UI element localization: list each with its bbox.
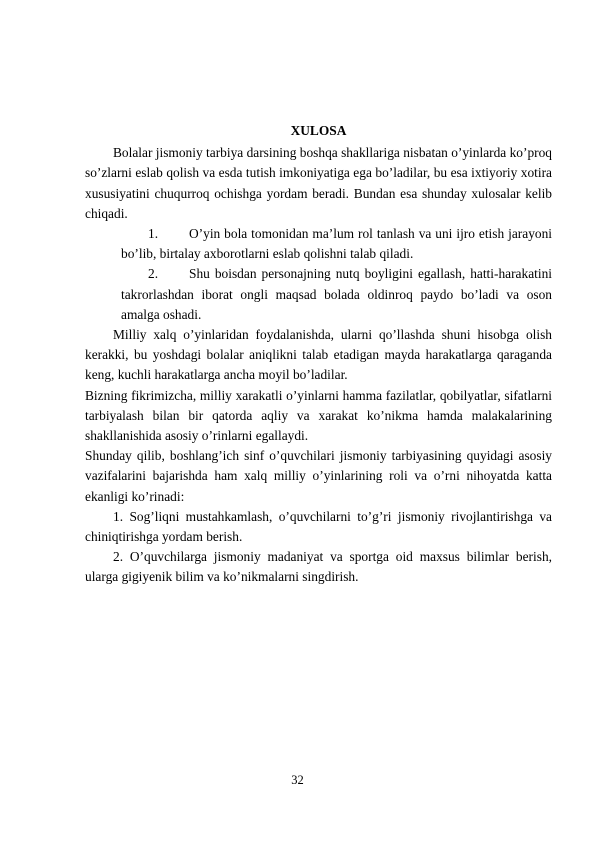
list-item: [121, 224, 552, 264]
document-title: XULOSA: [290, 123, 347, 138]
task-item: 2. O’quvchilarga jismoniy madaniyat va sportga oid maxsus bilimlar berish, ularga gigiyenik bilim va ko’nikmalarni singdirish.: [85, 549, 552, 585]
document-body: [85, 121, 552, 588]
list-item-text: Shu boisdan personajning nutq boyligini egallash, hatti-harakatini takrorlashdan iborat ongli maqsad bolada oldinroq paydo bo’ladi va oson amalga oshadi.: [121, 266, 552, 322]
body-paragraph: Milliy xalq o’yinlaridan foydalanishda, ularni qo’llashda shuni hisobga olish kerakki, bu yoshdagi bolalar aniqlikni talab etadigan mayda harakatlarga qaraganda keng, kuchli harakatlarga ancha moyil bo’ladilar.: [85, 327, 552, 383]
list-item: [121, 264, 552, 325]
list-item-number: 1.: [148, 226, 159, 242]
list-item-number: 2.: [148, 266, 159, 282]
list-item-text: O’yin bola tomonidan ma’lum rol tanlash va uni ijro etish jarayoni bo’lib, birtalay axborotlarni eslab qolishni talab qiladi.: [121, 226, 552, 262]
closing-paragraph: Shunday qilib, boshlang’ich sinf o’quvchilari jismoniy tarbiyasining quyidagi asosiy vazifalarini bajarishda ham xalq milliy o’yinlarining roli va o’rni nihoyatda katta ekanligi ko’rinadi:: [85, 448, 552, 504]
opinion-paragraph: Bizning fikrimizcha, milliy xarakatli o’yinlarni hamma fazilatlar, qobilyatlar, sifatlarni tarbiyalash bilan bir qatorda aqliy va xarakat ko’nikma hamda malakalarining shakllanishida asosiy o’rinlarni egallaydi.: [85, 387, 552, 444]
task-item: 1. Sog’liqni mustahkamlash, o’quvchilarni to’g’ri jismoniy rivojlantirishga va chiniqtirishga yordam berish.: [85, 508, 552, 545]
intro-paragraph: Bolalar jismoniy tarbiya darsining boshqa shakllariga nisbatan o’yinlarda ko’proq so’zlarni eslab qolish va esda tutish imkoniyatiga ega bo’ladilar, bu esa ixtiyoriy xotira xususiyatini chuqurroq ochishga yordam beradi. Bundan esa shunday xulosalar kelib chiqadi.: [85, 145, 552, 221]
page-number: 32: [291, 773, 304, 787]
